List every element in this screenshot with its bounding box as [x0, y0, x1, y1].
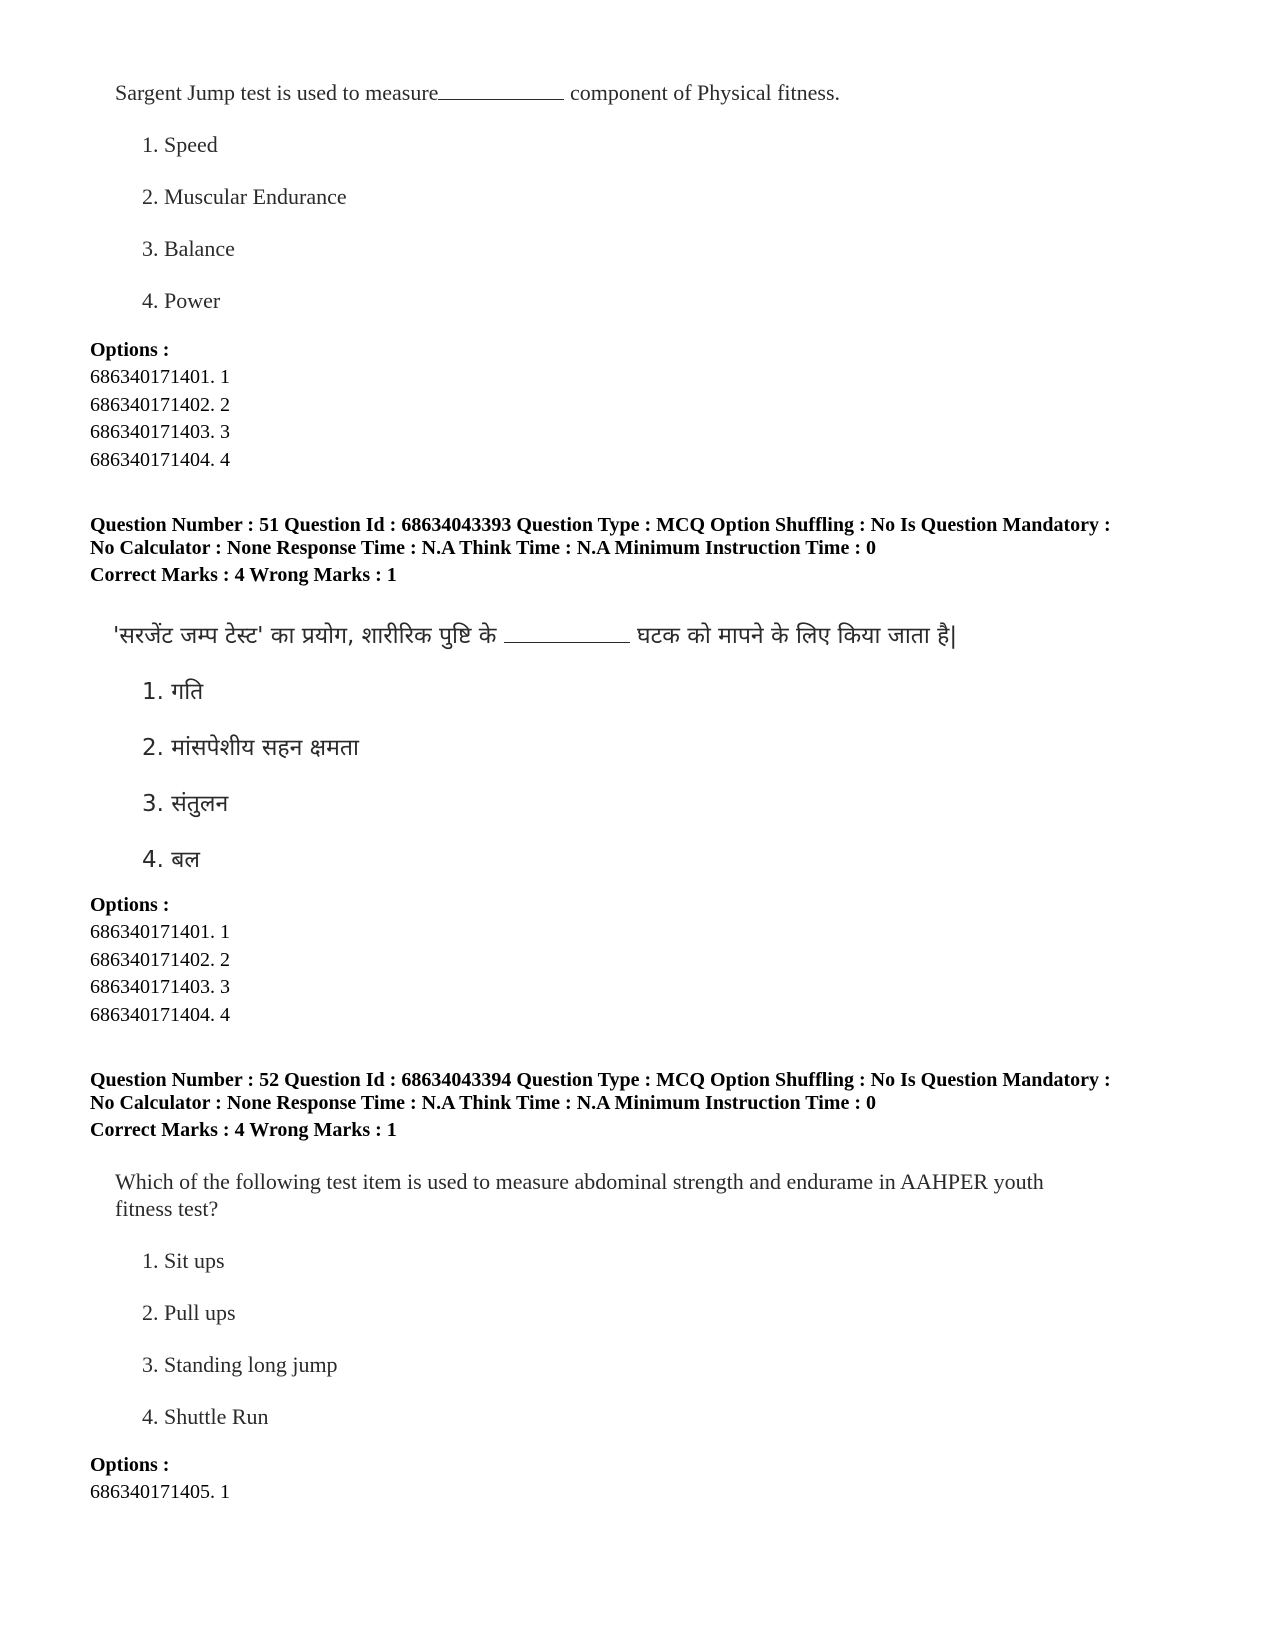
question-option: 4. Shuttle Run: [142, 1404, 269, 1429]
question-meta-line: Question Number : 51 Question Id : 68634043393 Question Type : MCQ Option Shuffling : No Is Question Mandatory :: [90, 514, 1111, 536]
question-text-end: component of Physical fitness.: [564, 80, 841, 105]
answer-blank: [438, 81, 564, 100]
question-option: 1. Sit ups: [142, 1248, 225, 1273]
option-id: 686340171404. 4: [90, 449, 230, 471]
option-id: 686340171404. 4: [90, 1004, 230, 1026]
options-heading: Options :: [90, 1454, 170, 1476]
question-option: 3. Standing long jump: [142, 1352, 338, 1377]
question-text-end: घटक को मापने के लिए किया जाता है|: [629, 623, 958, 649]
question-option: 4. Power: [142, 288, 221, 313]
question-option: 2. मांसपेशीय सहन क्षमता: [142, 735, 359, 761]
options-heading: Options :: [90, 894, 170, 916]
question-marks: Correct Marks : 4 Wrong Marks : 1: [90, 564, 397, 586]
option-id: 686340171403. 3: [90, 421, 230, 443]
option-id: 686340171402. 2: [90, 949, 230, 971]
question-marks: Correct Marks : 4 Wrong Marks : 1: [90, 1119, 397, 1141]
question-option: 3. Balance: [142, 236, 235, 261]
question-text-start: Sargent Jump test is used to measure: [115, 80, 439, 105]
option-id: 686340171401. 1: [90, 921, 230, 943]
question-text: [115, 80, 840, 106]
question-meta-line: No Calculator : None Response Time : N.A Think Time : N.A Minimum Instruction Time : 0: [90, 1092, 876, 1114]
question-option: 4. बल: [142, 847, 200, 873]
question-option: 1. Speed: [142, 132, 218, 157]
question-option: 2. Muscular Endurance: [142, 184, 347, 209]
question-text-line: Which of the following test item is used to measure abdominal strength and endurame in AAHPER youth: [115, 1169, 1044, 1194]
option-id: 686340171402. 2: [90, 394, 230, 416]
answer-blank: [504, 624, 630, 643]
question-text-line: fitness test?: [115, 1196, 219, 1221]
question-option: 2. Pull ups: [142, 1300, 236, 1325]
question-meta-line: No Calculator : None Response Time : N.A Think Time : N.A Minimum Instruction Time : 0: [90, 537, 876, 559]
option-id: 686340171403. 3: [90, 976, 230, 998]
option-id: 686340171405. 1: [90, 1481, 230, 1503]
question-option: 1. गति: [142, 679, 204, 705]
options-heading: Options :: [90, 339, 170, 361]
option-id: 686340171401. 1: [90, 366, 230, 388]
question-text-start: 'सरजेंट जम्प टेस्ट' का प्रयोग, शारीरिक पुष्टि के: [113, 623, 504, 649]
question-option: 3. संतुलन: [142, 791, 229, 817]
question-meta-line: Question Number : 52 Question Id : 68634043394 Question Type : MCQ Option Shuffling : No Is Question Mandatory :: [90, 1069, 1111, 1091]
question-text: [113, 618, 957, 650]
